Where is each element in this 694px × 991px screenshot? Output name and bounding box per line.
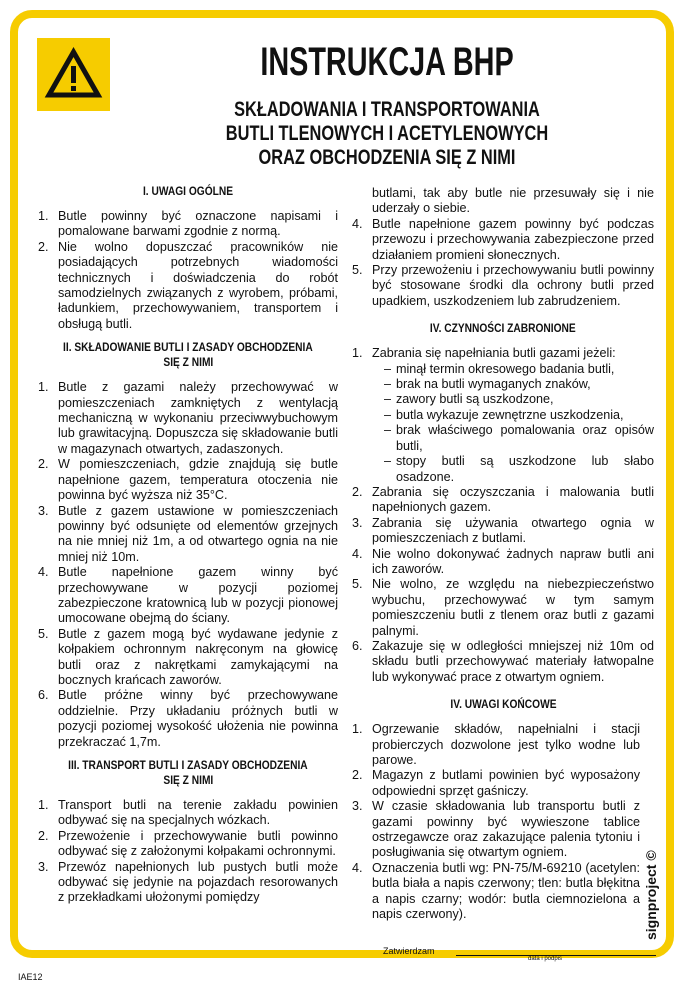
list-item: 4. Butle napełnione gazem powinny być podczas przewozu i przechowywania zabezpieczone przed działaniem promieni słonecznych. [352, 216, 654, 262]
list-item: 6. Butle próżne winny być przechowywane oddzielnie. Przy układaniu próżnych butli w pozycji poziomej wysokość ułożenia nie powinna przekraczać 1,7m. [38, 688, 338, 749]
list-item: 2. W pomieszczeniach, gdzie znajdują się butle napełnione gazem, temperatura otoczenia nie powinna być wyższa niż 35°C. [38, 457, 338, 503]
sub-list [372, 362, 654, 485]
list-item: 5. Nie wolno, ze względu na niebezpieczeństwo wybuchu, przechowywać w tym samym pomieszczeniu butli z tlenem oraz butli z gazami palnymi. [352, 577, 654, 638]
section-list [352, 217, 654, 309]
list-item: 2. Zabrania się oczyszczania i malowania butli napełnionych gazem. [352, 484, 654, 515]
list-item: 1. Zabrania się napełniania butli gazami jeżeli: – minął termin okresowego badania butli, – brak na butli wymaganych znaków, – zawory butli są uszkodzone, – butla wykazuje zewnętrzne uszkodzenia, – brak właściwego pomalowania oraz opisów butli, – stopy butli są uszkodzone lub słabo osadzone. [352, 346, 654, 485]
section-list [352, 722, 654, 922]
product-code: IAE12 [18, 972, 43, 982]
list-item: 2. Magazyn z butlami powinien być wyposażony odpowiedni sprzęt gaśniczy. [352, 768, 640, 798]
page-title: INSTRUKCJA BHP [260, 40, 514, 84]
section-list [38, 380, 338, 750]
sub-list-item: – brak na butli wymaganych znaków, [384, 377, 654, 392]
section-list [38, 209, 338, 332]
list-item: 6. Zakazuje się w odległości mniejszej niż 10m od składu butli przechowywać materiały łatwopalne lub wykonywać prace z otwartym ogniem. [352, 638, 654, 684]
list-item: 1. Butle powinny być oznaczone napisami i pomalowane barwami zgodnie z normą. [38, 209, 338, 239]
list-item: 2. Przewożenie i przechowywanie butli powinno odbywać się z założonymi kołpakami ochronnymi. [38, 828, 338, 859]
section-title: IV. UWAGI KOŃCOWE [449, 697, 557, 712]
list-item: 3. Butle z gazem ustawione w pomieszczeniach powinny być odsunięte od elementów grzejnych na nie mniej niż 1m, a od otwartego ognia na nie mniej niż 10m. [38, 503, 338, 564]
list-item: 3. Zabrania się używania otwartego ognia w pomieszczeniach z butlami. [352, 515, 654, 546]
list-item-continuation: butlami, tak aby butle nie przesuwały się i nie uderzały o siebie. [372, 186, 654, 216]
section-list [352, 346, 654, 685]
list-item: 2. Nie wolno dopuszczać pracowników nie posiadających potrzebnych wiadomości technicznych i doświadczenia do robót samodzielnych związanych z wyrobem, próbami, ładunkiem, przechowywaniem, transportem i obsługą butli. [38, 239, 338, 331]
sub-list-item: – minął termin okresowego badania butli, [384, 362, 654, 377]
approve-sublabel: data i podpis [528, 956, 563, 962]
section-title: II. SKŁADOWANIE BUTLI I ZASADY OBCHODZENIA SIĘ Z NIMI [63, 340, 313, 370]
left-column [38, 178, 338, 914]
warning-triangle-icon [37, 38, 110, 111]
section-list [38, 798, 338, 906]
approve-label: Zatwierdzam [383, 946, 435, 956]
section-title: III. TRANSPORT BUTLI I ZASADY OBCHODZENIA SIĘ Z NIMI [68, 758, 308, 787]
section-title: IV. CZYNNOŚCI ZABRONIONE [430, 321, 576, 336]
sub-list-item: – butla wykazuje zewnętrzne uszkodzenia, [384, 408, 654, 423]
list-item: 4. Nie wolno dokonywać żadnych napraw butli ani ich zaworów. [352, 546, 654, 576]
brand-mark: signproject © [643, 850, 659, 940]
sub-list-item: – zawory butli są uszkodzone, [384, 392, 654, 407]
sub-list-item: – stopy butli są uszkodzone lub słabo osadzone. [384, 454, 654, 485]
list-item: 3. W czasie składowania lub transportu butli z gazami powinny być wywieszone tablice ostrzegawcze oraz zakazujące palenia tytoniu i posługiwania się otwartym ogniem. [352, 799, 640, 860]
sub-list-item: – brak właściwego pomalowania oraz opisów butli, [384, 423, 654, 454]
right-column [352, 186, 654, 930]
page-subtitle: SKŁADOWANIA I TRANSPORTOWANIA BUTLI TLENOWYCH I ACETYLENOWYCH ORAZ OBCHODZENIA SIĘ Z NIMI [225, 98, 549, 169]
list-item: 1. Ogrzewanie składów, napełnialni i stacji probierczych dozwolone jest tylko wodne lub parowe. [352, 722, 640, 767]
list-item: 1. Butle z gazami należy przechowywać w pomieszczeniach zamkniętych z wentylacją mechaniczną w wykonaniu przeciwwybuchowym lub grawitacyjną. Dopuszcza się składowanie butli w magazynach otwartych, zadaszonych. [38, 380, 338, 456]
list-item: 4. Butle napełnione gazem winny być przechowywane w pozycji poziomej zabezpieczone kratownicą lub w pozycji pionowej umocowane obejmą do ściany. [38, 565, 338, 626]
list-item: 4. Oznaczenia butli wg: PN-75/M-69210 (acetylen: butla biała a napis czerwony; tlen: butla błękitna a napis czarny; wodór: butla ciemnozielona a napis czerwony). [352, 860, 640, 922]
list-item: 5. Przy przewożeniu i przechowywaniu butli powinny być stosowane środki dla ochrony butli przed upadkiem, uszkodzeniem lub zabrudzeniem. [352, 263, 654, 308]
list-item: 1. Transport butli na terenie zakładu powinien odbywać się na specjalnych wózkach. [38, 798, 338, 828]
section-title: I. UWAGI OGÓLNE [142, 184, 234, 198]
list-item: 3. Przewóz napełnionych lub pustych butli może odbywać się jedynie na pojazdach resorowanych z przekładkami ułożonymi pomiędzy [38, 859, 338, 905]
list-item: 5. Butle z gazem mogą być wydawane jedynie z kołpakiem ochronnym nakręconym na głowicę butli oraz z nakrętkami zamykającymi na bocznych krańcach zaworów. [38, 626, 338, 687]
